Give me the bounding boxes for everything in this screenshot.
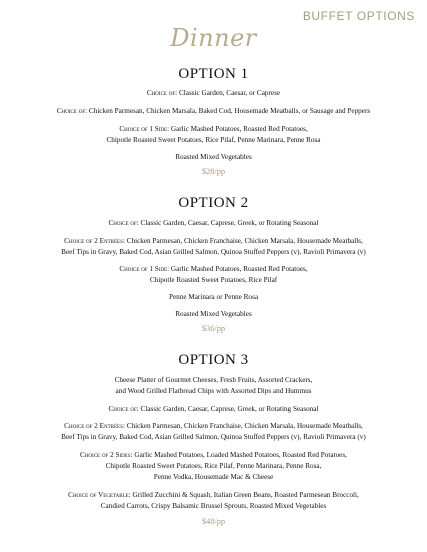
option-2-side-line-cont: Chipotle Roasted Sweet Potatoes, Rice Pilaf	[149, 276, 278, 284]
item-label: Choice of 1 Side:	[119, 265, 170, 273]
option-2-title: OPTION 2	[178, 195, 249, 211]
option-3-cheese-line: Cheese Platter of Gourmet Cheeses, Fresh Fruits, Assorted Crackers,	[114, 376, 313, 384]
option-3-sides-line	[0, 450, 427, 461]
option-3-entree-line-cont: Beef Tips in Gravy, Baked Cod, Asian Grilled Salmon, Quinoa Stuffed Peppers (v), Ravioli Primavera (v)	[61, 433, 366, 441]
item-text: Chicken Parmesan, Chicken Franchaise, Chicken Marsala, Housemade Meatballs,	[124, 422, 363, 430]
item-text: Classic Garden, Caesar, or Caprese	[177, 89, 281, 97]
option-2-salad-line	[0, 218, 427, 229]
option-1-side-line-cont: Chipotle Roasted Sweet Potatoes, Rice Pilaf, Penne Marinara, Penne Rosa	[106, 136, 321, 144]
item-label: Choice of 2 Entrées:	[64, 422, 125, 430]
item-label: Choice of 2 Sides:	[80, 451, 133, 459]
item-text: Chicken Parmesan, Chicken Franchaise, Chicken Marsala, Housemade Meatballs,	[124, 237, 363, 245]
option-2-pasta-line: Penne Marinara or Penne Rosa	[168, 293, 259, 301]
option-1-salad-line	[0, 88, 427, 99]
item-label: Choice of:	[146, 89, 178, 97]
option-3-veg-line	[0, 490, 427, 501]
option-1-title: OPTION 1	[178, 66, 249, 82]
option-3-salad-line	[0, 404, 427, 415]
option-3-cheese-line-cont: and Wood Grilled Flatbread Chips with Assorted Dips and Hummus	[115, 387, 312, 395]
option-2-entree-line	[0, 236, 427, 247]
page-title: Dinner	[170, 24, 257, 52]
option-2-price: $36/pp	[201, 324, 226, 333]
item-text: Garlic Mashed Potatoes, Loaded Mashed Potatoes, Roasted Red Potatoes,	[132, 451, 347, 459]
option-3-veg-line-cont: Candied Carrots, Crispy Balsamic Brussel Sprouts, Roasted Mixed Vegetables	[100, 502, 327, 510]
item-label: Choice of:	[56, 107, 88, 115]
option-3-sides-line-cont2: Penne Vodka, Housemade Mac & Cheese	[153, 473, 274, 481]
option-1-veg-line: Roasted Mixed Vegetables	[175, 153, 252, 161]
option-1-price: $28/pp	[201, 167, 226, 176]
option-2-side-line	[0, 264, 427, 275]
option-2-entree-line-cont: Beef Tips in Gravy, Baked Cod, Asian Grilled Salmon, Quinoa Stuffed Peppers (v), Ravioli Primavera (v)	[61, 248, 366, 256]
item-text: Classic Garden, Caesar, Caprese, Greek, or Rotating Seasonal	[138, 405, 319, 413]
option-2-veg-line: Roasted Mixed Vegetables	[175, 310, 252, 318]
option-3-sides-line-cont: Chipotle Roasted Sweet Potatoes, Rice Pilaf, Penne Marinara, Penne Rosa,	[105, 462, 322, 470]
item-label: Choice of 1 Side:	[119, 125, 170, 133]
item-label: Choice of:	[108, 405, 139, 413]
option-3-title: OPTION 3	[178, 352, 249, 368]
option-3-entree-line	[0, 421, 427, 432]
item-text: Classic Garden, Caesar, Caprese, Greek, or Rotating Seasonal	[138, 219, 319, 227]
option-1-entree-line	[0, 106, 427, 117]
section-label: BUFFET OPTIONS	[302, 9, 415, 23]
item-text: Grilled Zucchini & Squash, Italian Green Beans, Roasted Parmesean Broccoli,	[130, 491, 359, 499]
item-label: Choice of 2 Entrées:	[64, 237, 125, 245]
option-3-price: $48/pp	[201, 517, 226, 526]
item-text: Garlic Mashed Potatoes, Roasted Red Potatoes,	[169, 125, 308, 133]
item-label: Choice of Vegetable:	[68, 491, 131, 499]
item-text: Chicken Parmesan, Chicken Marsala, Baked Cod, Housemade Meatballs, or Sausage and Peppers	[87, 107, 371, 115]
option-1-side-line	[0, 124, 427, 135]
item-text: Garlic Mashed Potatoes, Roasted Red Potatoes,	[169, 265, 308, 273]
item-label: Choice of:	[108, 219, 139, 227]
